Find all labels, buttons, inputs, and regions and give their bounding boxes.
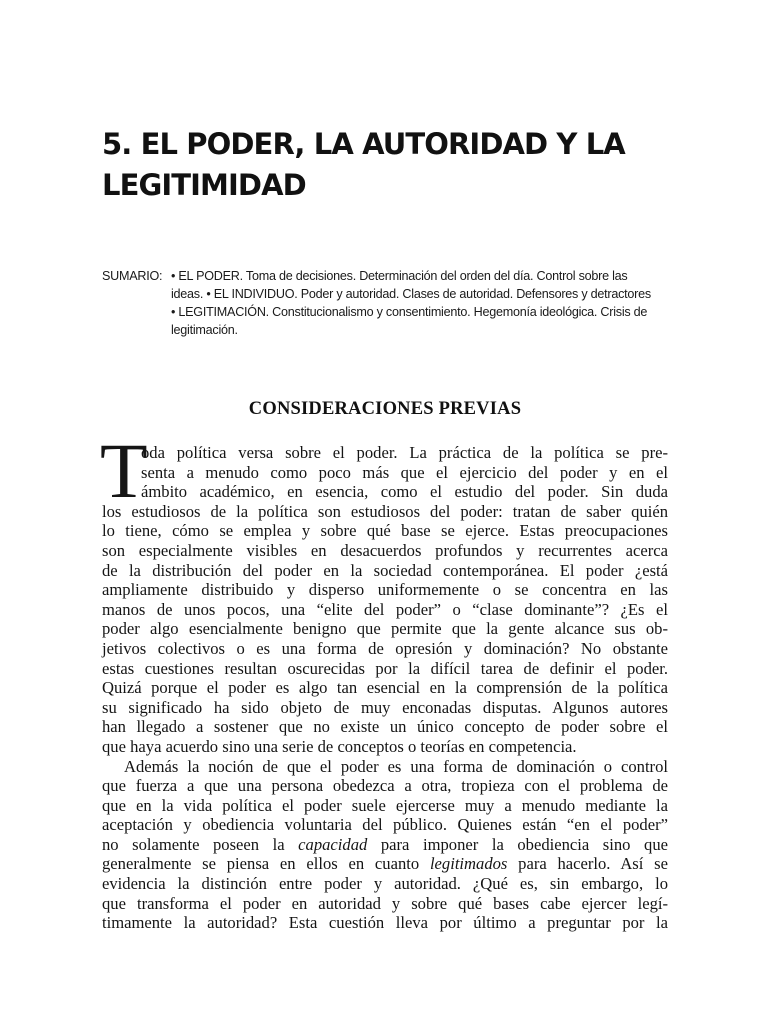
summary-items [171, 267, 668, 339]
text-line: Además la noción de que el poder es una forma de dominación o control [124, 756, 668, 776]
text-line: Quizá porque el poder es algo tan esencial en la comprensión de la política [102, 678, 668, 698]
text-line: ámbito académico, en esencia, como el estudio del poder. Sin duda [141, 482, 668, 502]
text-line: lo tiene, cómo se emplea y sobre qué base se ejerce. Estas preocupaciones [102, 521, 668, 541]
text-line: que haya acuerdo sino una serie de conceptos o teorías en competencia. [102, 736, 577, 756]
text-line: que transforma el poder en autoridad y sobre qué bases cabe ejercer legí- [102, 893, 668, 913]
text-line: han llegado a sostener que no existe un único concepto de poder sobre el [102, 717, 668, 737]
text-line: timamente la autoridad? Esta cuestión lleva por último a preguntar por la [102, 913, 668, 933]
text-line [102, 835, 668, 855]
emphasis-capacidad: capacidad [298, 834, 368, 854]
text-fragment: para imponer la obediencia sino que [367, 834, 668, 854]
chapter-title-line-2: LEGITIMIDAD [102, 168, 306, 202]
section-heading: CONSIDERACIONES PREVIAS [248, 399, 522, 419]
text-line: que fuerza a que una persona obedezca a otra, tropieza con el problema de [102, 776, 668, 796]
text-line: jetivos colectivos o es una forma de opresión y dominación? No obstante [102, 638, 668, 658]
text-line [102, 854, 668, 874]
text-line: oda política versa sobre el poder. La práctica de la política se pre- [141, 443, 668, 462]
text-fragment: generalmente se piensa en ellos en cuanto [102, 854, 430, 874]
text-line: evidencia la distinción entre poder y autoridad. ¿Qué es, sin embargo, lo [102, 874, 668, 894]
text-fragment: no solamente poseen la [102, 834, 299, 854]
text-line: de la distribución del poder en la sociedad contemporánea. El poder ¿está [102, 560, 668, 580]
chapter-title [102, 124, 682, 206]
text-line: aceptación y obediencia voluntaria del público. Quienes están “en el poder” [102, 815, 668, 835]
text-fragment: para hacerlo. Así se [507, 854, 668, 874]
text-line: los estudiosos de la política son estudiosos del poder: tratan de saber quién [102, 501, 668, 521]
text-line: senta a menudo como poco más que el ejercicio del poder y en el [141, 462, 668, 482]
emphasis-legitimados: legitimados [429, 854, 508, 874]
text-line: su significado ha sido objeto de muy enconadas disputas. Algunos autores [102, 697, 668, 717]
text-line: poder algo esencialmente benigno que permite que la gente alcance sus ob- [102, 619, 668, 639]
text-line: estas cuestiones resultan oscurecidas por la difícil tarea de definir el poder. [102, 658, 668, 678]
body-text [102, 443, 668, 933]
summary-line: legitimación. [171, 323, 238, 337]
summary-line: • EL PODER. Toma de decisiones. Determinación del orden del día. Control sobre las [171, 269, 628, 283]
text-line: ampliamente distribuido y disperso uniformemente o se concentra en las [102, 580, 668, 600]
summary-line: • LEGITIMACIÓN. Constitucionalismo y consentimiento. Hegemonía ideológica. Crisis de [171, 305, 648, 319]
summary-label: SUMARIO: [102, 269, 163, 283]
summary-line: ideas. • EL INDIVIDUO. Poder y autoridad. Clases de autoridad. Defensores y detractores [171, 287, 651, 301]
chapter-title-line-1: 5. EL PODER, LA AUTORIDAD Y LA [102, 127, 625, 161]
drop-cap: T [100, 427, 148, 514]
text-line: son especialmente visibles en desacuerdos profundos y recurrentes acerca [102, 540, 668, 560]
text-line: manos de unos pocos, una “elite del poder” o “clase dominante”? ¿Es el [102, 599, 668, 619]
text-line: que en la vida política el poder suele ejercerse muy a menudo mediante la [102, 795, 668, 815]
